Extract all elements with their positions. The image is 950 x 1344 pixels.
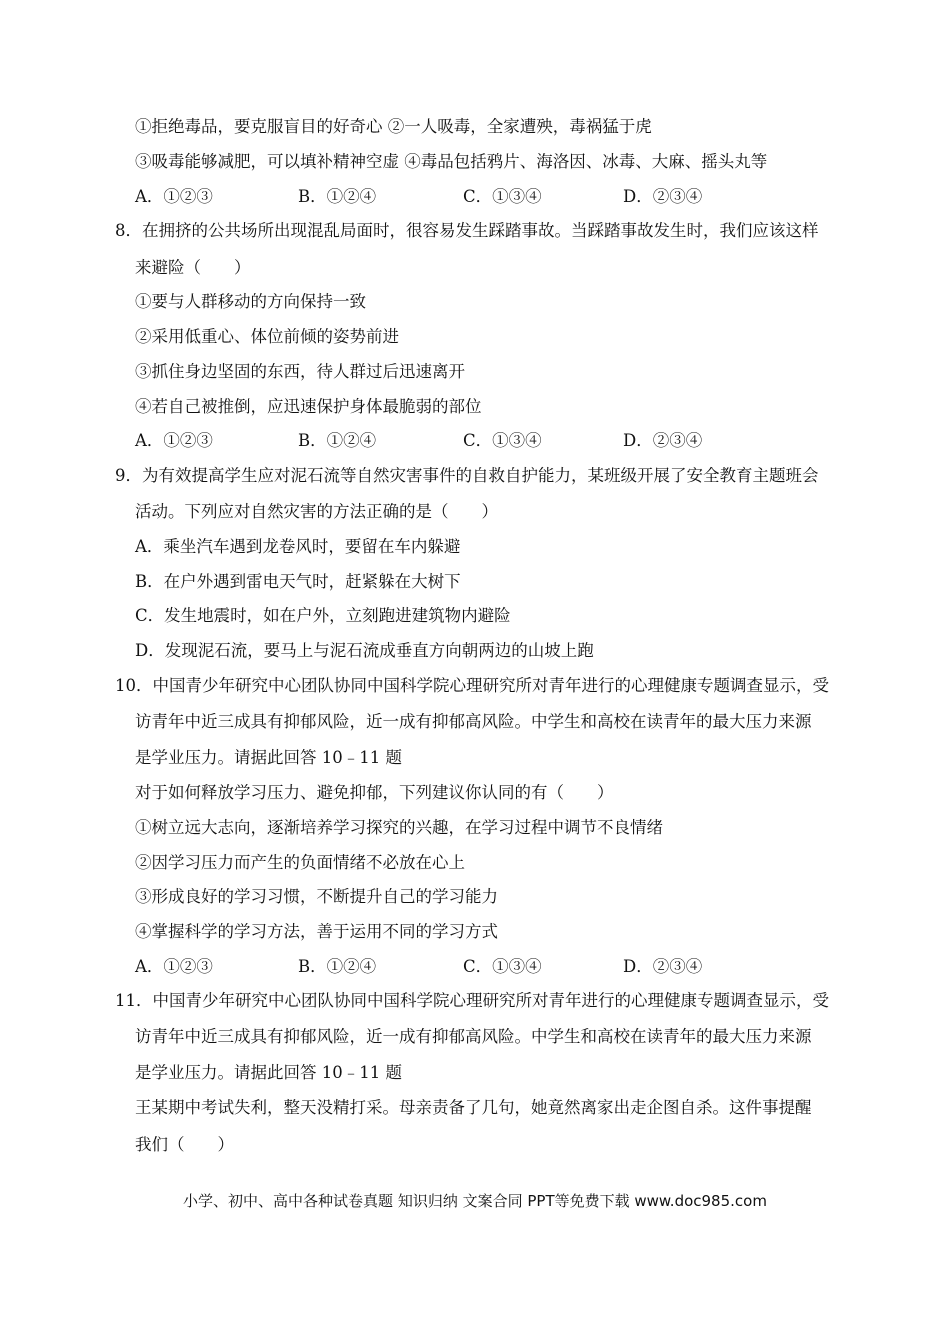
q10-item-4: ④掌握科学的学习方法，善于运用不同的学习方式	[135, 922, 498, 941]
q9-stem-line-1: 9．为有效提高学生应对泥石流等自然灾害事件的自救自护能力，某班级开展了安全教育主题班会	[115, 466, 819, 485]
q10-option-b: B．①②④	[298, 957, 377, 976]
q10-stem-line-1: 10．中国青少年研究中心团队协同中国科学院心理研究所对青年进行的心理健康专题调查显示，受	[115, 676, 829, 695]
q8-item-4: ④若自己被推倒，应迅速保护身体最脆弱的部位	[135, 397, 482, 416]
q11-stem-line-3: 是学业压力。请据此回答 10﹣11 题	[135, 1063, 402, 1082]
q8-option-c: C．①③④	[463, 431, 542, 450]
q10-option-a: A．①②③	[135, 957, 213, 976]
q8-option-a: A．①②③	[135, 431, 213, 450]
q11-stem-line-5: 我们（ ）	[135, 1135, 234, 1154]
q10-option-d: D．②③④	[623, 957, 703, 976]
q9-choice-d: D．发现泥石流，要马上与泥石流成垂直方向朝两边的山坡上跑	[135, 641, 594, 660]
q11-stem-line-4: 王某期中考试失利，整天没精打采。母亲责备了几句，她竟然离家出走企图自杀。这件事提醒	[135, 1098, 812, 1117]
q9-stem-line-2: 活动。下列应对自然灾害的方法正确的是（ ）	[135, 502, 498, 521]
q7-option-b: B．①②④	[298, 187, 377, 206]
q10-stem-line-3: 是学业压力。请据此回答 10﹣11 题	[135, 748, 402, 767]
q9-choice-a: A．乘坐汽车遇到龙卷风时，要留在车内躲避	[135, 537, 461, 556]
q10-stem-line-4: 对于如何释放学习压力、避免抑郁，下列建议你认同的有（ ）	[135, 783, 614, 802]
q8-item-3: ③抓住身边坚固的东西，待人群过后迅速离开	[135, 362, 465, 381]
q8-option-b: B．①②④	[298, 431, 377, 450]
q10-option-c: C．①③④	[463, 957, 542, 976]
q10-item-1: ①树立远大志向，逐渐培养学习探究的兴趣，在学习过程中调节不良情绪	[135, 818, 663, 837]
q10-stem-line-2: 访青年中近三成具有抑郁风险，近一成有抑郁高风险。中学生和高校在读青年的最大压力来源	[135, 712, 812, 731]
q8-stem-line-2: 来避险（ ）	[135, 258, 251, 277]
q8-item-2: ②采用低重心、体位前倾的姿势前进	[135, 327, 399, 346]
q8-option-d: D．②③④	[623, 431, 703, 450]
q11-stem-line-1: 11．中国青少年研究中心团队协同中国科学院心理研究所对青年进行的心理健康专题调查显示，受	[115, 991, 829, 1010]
q9-choice-c: C．发生地震时，如在户外，立刻跑进建筑物内避险	[135, 606, 511, 625]
q10-item-2: ②因学习压力而产生的负面情绪不必放在心上	[135, 853, 465, 872]
q8-item-1: ①要与人群移动的方向保持一致	[135, 292, 366, 311]
q7-statement-1-2: ①拒绝毒品，要克服盲目的好奇心 ②一人吸毒，全家遭殃，毒祸猛于虎	[135, 117, 652, 136]
q7-option-d: D．②③④	[623, 187, 703, 206]
q7-option-a: A．①②③	[135, 187, 213, 206]
q7-option-c: C．①③④	[463, 187, 542, 206]
q11-stem-line-2: 访青年中近三成具有抑郁风险，近一成有抑郁高风险。中学生和高校在读青年的最大压力来源	[135, 1027, 812, 1046]
q8-stem-line-1: 8．在拥挤的公共场所出现混乱局面时，很容易发生踩踏事故。当踩踏事故发生时，我们应该这样	[115, 221, 819, 240]
q10-item-3: ③形成良好的学习习惯，不断提升自己的学习能力	[135, 887, 498, 906]
page-footer: 小学、初中、高中各种试卷真题 知识归纳 文案合同 PPT等免费下载 www.doc985.com	[183, 1192, 767, 1210]
q7-statement-3-4: ③吸毒能够减肥，可以填补精神空虚 ④毒品包括鸦片、海洛因、冰毒、大麻、摇头丸等	[135, 152, 768, 171]
q9-choice-b: B．在户外遇到雷电天气时，赶紧躲在大树下	[135, 572, 461, 591]
